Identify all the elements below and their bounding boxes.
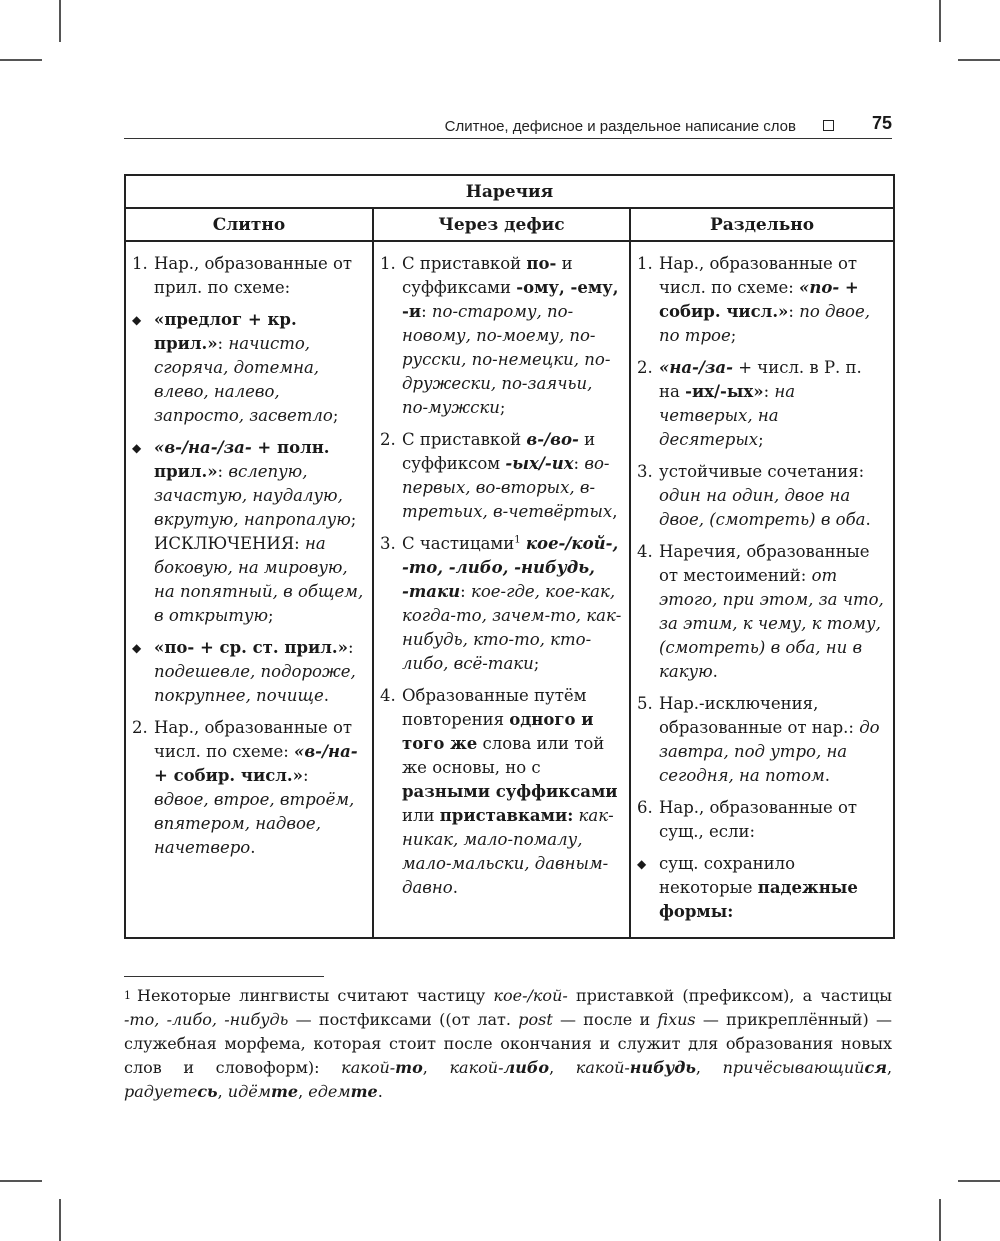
- footnote-italic: -то, -либо, -нибудь: [124, 1010, 289, 1029]
- rule-text: :: [573, 454, 585, 473]
- rule-text: Нар., образованные от числ. по схеме:: [154, 718, 353, 761]
- rule-text: или: [402, 806, 440, 825]
- rule-text: слова или той же основы, но с: [402, 734, 605, 777]
- rule-text: сущ. сохранило некоторые: [659, 854, 796, 897]
- footnote-text: — после и: [552, 1010, 658, 1029]
- column-fused: [125, 241, 373, 938]
- footnote-text: ,: [695, 1058, 723, 1077]
- adverbs-table: [124, 174, 895, 939]
- footnote-text: ,: [422, 1058, 450, 1077]
- rule-exceptions: на боковую, на мировую, на попятный, в общем, в открытую: [154, 534, 364, 625]
- punct: ;: [730, 326, 737, 345]
- rule-examples: на четверых, на десятерых: [659, 382, 796, 449]
- rule-text: :: [460, 582, 471, 601]
- item-number: 2.: [132, 718, 148, 737]
- footnote-italic: fixus: [657, 1010, 696, 1029]
- item-number: 3.: [380, 534, 396, 553]
- footnote-example-affix: нибудь: [629, 1058, 696, 1077]
- rule-examples: кое-где, кое-как, когда-то, зачем-то, как-нибудь, кто-то, кто-либо, всё-таки: [402, 582, 622, 673]
- rule-emphasis: приставками:: [439, 806, 574, 825]
- rule-item: [637, 540, 887, 684]
- column-header: Через дефис: [373, 208, 630, 241]
- footnote-text: .: [377, 1082, 383, 1101]
- rule-item: [380, 252, 623, 420]
- punct: ;: [332, 406, 339, 425]
- rule-text: Образованные путём повторения: [402, 686, 587, 729]
- footnote-reference[interactable]: 1: [514, 534, 521, 546]
- footnote-example-affix: ся: [864, 1058, 887, 1077]
- rule-examples: во-первых, во-вторых, в-третьих, в-четвёртых: [402, 454, 613, 521]
- rule-text: С приставкой: [402, 254, 527, 273]
- rule-examples: начисто, сгоряча, дотемна, влево, налево, запросто, засветло: [154, 334, 333, 425]
- rule-item: [380, 428, 623, 524]
- rule-suffix: -ых/-их: [505, 454, 574, 473]
- rule-subitem: [637, 852, 887, 924]
- rule-text: + числ. в Р. п. на: [659, 358, 862, 401]
- rule-text: :: [217, 462, 229, 481]
- footnote-example-affix: те: [270, 1082, 299, 1101]
- rule-scheme: «предлог + кр. прил.»: [154, 310, 297, 353]
- rule-emphasis: одного и того же: [402, 710, 594, 753]
- punct: .: [712, 662, 718, 681]
- punct: .: [824, 766, 831, 785]
- rule-text: :: [302, 766, 309, 785]
- rule-text: и суффиксом: [402, 430, 596, 473]
- item-number: 6.: [637, 798, 653, 817]
- footnote-text: ,: [886, 1058, 893, 1077]
- rule-scheme: + собир. числ.»: [154, 766, 303, 785]
- crop-mark: [0, 1180, 42, 1182]
- rule-subitem: [132, 636, 366, 708]
- rule-item: [637, 692, 887, 788]
- page-header: [124, 112, 892, 139]
- item-number: 1.: [637, 254, 653, 273]
- rule-examples: от этого, при этом, за что, за этим, к чему, к тому, (смотреть) в оба, ни в какую: [659, 566, 884, 681]
- rule-scheme: «по- + ср. ст. прил.»: [154, 638, 348, 657]
- rule-examples: как-никак, мало-помалу, мало-мальски, давным-давно: [402, 806, 614, 897]
- punct: .: [865, 510, 871, 529]
- footnote-example-affix: либо: [503, 1058, 550, 1077]
- column-header: Слитно: [125, 208, 373, 241]
- rule-text: устойчивые сочетания:: [659, 462, 865, 481]
- rule-examples: вслепую, зачастую, наудалую, вкрутую, напропалую: [154, 462, 351, 529]
- rule-scheme: -их/-ых»: [685, 382, 764, 401]
- rule-subitem: [132, 436, 366, 628]
- footnote-italic: кое-/кой-: [493, 986, 568, 1005]
- punct: ;: [533, 654, 540, 673]
- crop-mark: [939, 1199, 941, 1241]
- rule-text: :: [421, 302, 432, 321]
- footnote-example: какой-: [449, 1058, 504, 1077]
- diamond-bullet-icon: ◆: [132, 441, 142, 455]
- page-number: 75: [871, 113, 892, 133]
- rule-particles: кое-/кой-, -то, -либо, -нибудь, -таки: [402, 534, 619, 601]
- item-number: 1.: [132, 254, 148, 273]
- footnote-example-affix: сь: [197, 1082, 218, 1101]
- rule-examples: вдвое, втрое, втроём, впятером, надвое, начетверо: [154, 790, 355, 857]
- rule-item: [380, 532, 623, 676]
- crop-mark: [939, 0, 941, 42]
- rule-text: Нар., образованные от числ. по схеме:: [659, 254, 858, 297]
- footnote-italic: post: [518, 1010, 553, 1029]
- rule-text: Нар., образованные от сущ., если:: [659, 798, 858, 841]
- rule-item: [637, 796, 887, 844]
- rule-suffix: -ому, -ему, -и: [402, 278, 619, 321]
- column-hyphen: [373, 241, 630, 938]
- footnote-example: едем: [308, 1082, 351, 1101]
- item-number: 3.: [637, 462, 653, 481]
- rule-prefix: в-/во-: [526, 430, 579, 449]
- rule-text: С приставкой: [402, 430, 527, 449]
- square-bullet-icon: [823, 120, 834, 131]
- rule-text: С частицами: [402, 534, 515, 553]
- footnote-example: радуете: [124, 1082, 198, 1101]
- rule-scheme: + полн. прил.»: [154, 438, 330, 481]
- rule-text: :: [788, 302, 800, 321]
- footnote-example: какой-: [575, 1058, 630, 1077]
- crop-mark: [59, 0, 61, 42]
- table-title: Наречия: [125, 175, 894, 208]
- rule-item: [380, 684, 623, 900]
- item-number: 2.: [637, 358, 653, 377]
- footnote-text: — прикреплённый) — служебная морфема, которая стоит после окончания и служит для образования новых слов и словоформ):: [124, 1010, 892, 1077]
- exceptions-label: ; ИСКЛЮЧЕНИЯ:: [154, 510, 357, 553]
- punct: ;: [268, 606, 274, 625]
- footnote-example-affix: те: [350, 1082, 378, 1101]
- footnote-text: приставкой (префиксом), а частицы: [567, 986, 892, 1005]
- footnote-text: ,: [217, 1082, 228, 1101]
- rule-text: Нар.-исключения, образованные от нар.:: [659, 694, 860, 737]
- punct: ;: [499, 398, 506, 417]
- footnote-text: Некоторые лингвисты считают частицу: [137, 986, 494, 1005]
- rule-item: [637, 252, 887, 348]
- item-number: 5.: [637, 694, 653, 713]
- punct: ,: [612, 502, 618, 521]
- rule-item: [637, 460, 887, 532]
- crop-mark: [59, 1199, 61, 1241]
- item-number: 4.: [637, 542, 653, 561]
- rule-scheme: + собир. числ.»: [659, 278, 859, 321]
- punct: .: [452, 878, 458, 897]
- column-separate: [630, 241, 894, 938]
- item-number: 4.: [380, 686, 396, 705]
- rule-examples: подешевле, подороже, покрупнее, почище: [154, 662, 356, 705]
- rule-text: Наречия, образованные от местоимений:: [659, 542, 870, 585]
- rule-text: :: [763, 382, 775, 401]
- rule-subitem: [132, 308, 366, 428]
- rule-prefix: по-: [526, 254, 557, 273]
- rule-scheme: «по-: [799, 278, 840, 297]
- punct: .: [250, 838, 256, 857]
- rule-emphasis: разными суффиксами: [402, 782, 618, 801]
- footnote-text: — постфиксами ((от лат.: [288, 1010, 519, 1029]
- crop-mark: [0, 59, 42, 61]
- rule-scheme: «в-/на-: [294, 742, 358, 761]
- rule-examples: по двое, по трое: [659, 302, 870, 345]
- column-header: Раздельно: [630, 208, 894, 241]
- footnote-mark: 1: [124, 989, 131, 1002]
- crop-mark: [958, 59, 1000, 61]
- footnote-example: идём: [227, 1082, 271, 1101]
- footnote-example: причёсывающий: [722, 1058, 865, 1077]
- rule-emphasis: падежные формы:: [659, 878, 858, 921]
- footnote-divider: [124, 976, 324, 977]
- rule-text: :: [217, 334, 229, 353]
- footnote-text: ,: [549, 1058, 576, 1077]
- footnote-example-affix: то: [395, 1058, 423, 1077]
- footnote-example: какой-: [341, 1058, 396, 1077]
- running-title: Слитное, дефисное и раздельное написание слов: [444, 118, 796, 135]
- punct: ;: [758, 430, 764, 449]
- footnote: [124, 984, 892, 1104]
- rule-item: [637, 356, 887, 452]
- rule-scheme: «на-/за-: [659, 358, 733, 377]
- diamond-bullet-icon: ◆: [132, 313, 142, 327]
- rule-item: [132, 252, 366, 300]
- rule-text: Нар., образованные от прил. по схеме:: [154, 254, 353, 297]
- rule-examples: по-старому, по-новому, по-моему, по-русски, по-немецки, по-дружески, по-заячьи, по-мужски: [402, 302, 611, 417]
- rule-item: [132, 716, 366, 860]
- item-number: 2.: [380, 430, 396, 449]
- rule-text: и суффиксами: [402, 254, 573, 297]
- item-number: 1.: [380, 254, 396, 273]
- footnote-text: ,: [298, 1082, 309, 1101]
- rule-text: :: [347, 638, 354, 657]
- diamond-bullet-icon: ◆: [637, 857, 647, 871]
- rule-examples: до завтра, под утро, на сегодня, на потом: [659, 718, 880, 785]
- rule-scheme: «в-/на-/за-: [154, 438, 252, 457]
- rule-examples: один на один, двое на двое, (смотреть) в оба: [659, 486, 866, 529]
- diamond-bullet-icon: ◆: [132, 641, 142, 655]
- punct: .: [323, 686, 330, 705]
- crop-mark: [958, 1180, 1000, 1182]
